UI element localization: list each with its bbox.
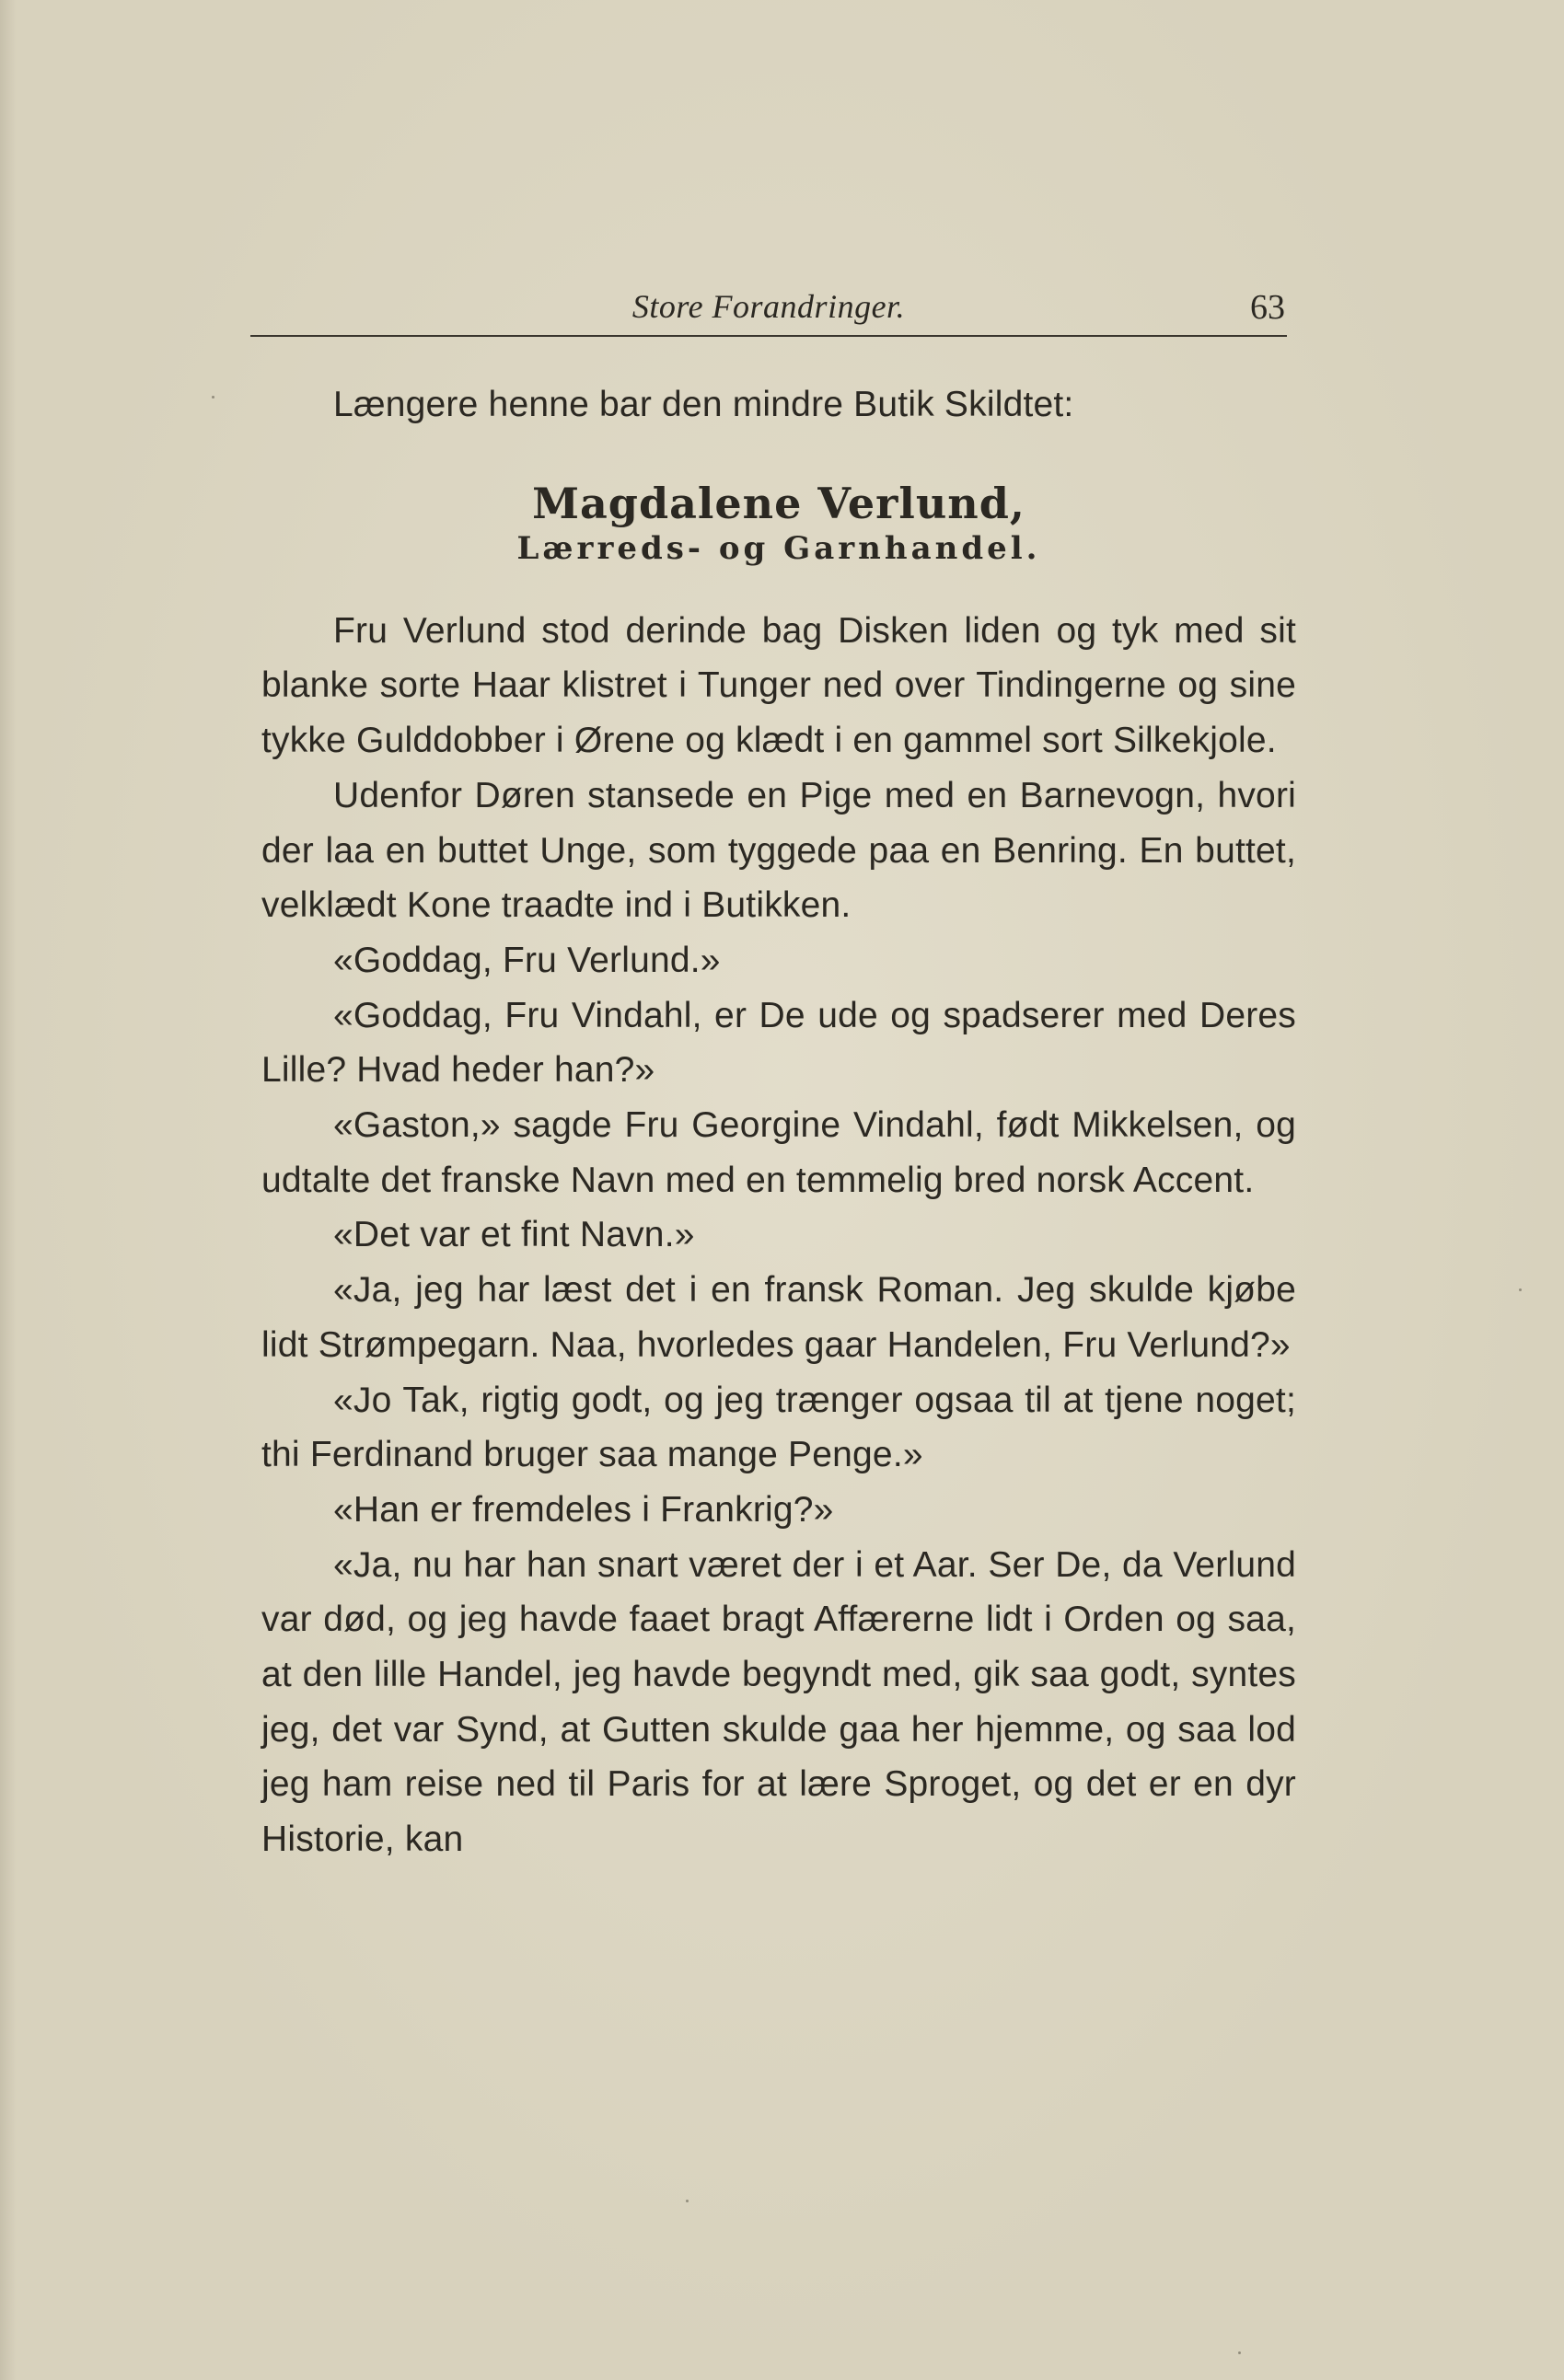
running-header (250, 283, 1287, 337)
paragraph: «Goddag, Fru Verlund.» (333, 940, 721, 980)
paragraph: «Han er fremdeles i Frankrig?» (333, 1489, 834, 1530)
paragraph: Fru Verlund stod derinde bag Disken liden og tyk med sit blanke sorte Haar klistret i Tunger ned over Tindingerne og sine tykke Gulddobber i Ørene og klædt i en gammel sort Silkekjole. (261, 610, 1296, 761)
paper-speck (1238, 2351, 1241, 2354)
sign-name: Magdalene Verlund, (532, 478, 1025, 528)
sign-trade: Lærreds- og Garnhandel. (516, 529, 1041, 567)
paragraph: «Jo Tak, rigtig godt, og jeg trænger ogsaa til at tjene noget; thi Ferdinand bruger saa mange Penge.» (261, 1380, 1296, 1475)
paragraph: Udenfor Døren stansede en Pige med en Barnevogn, hvori der laa en buttet Unge, som tyggede paa en Benring. En buttet, velklædt Kone traadte ind i Butikken. (261, 775, 1296, 926)
body-text (261, 377, 1296, 1867)
paper-speck (1519, 1288, 1522, 1291)
paper-speck (212, 396, 214, 399)
paper-speck (686, 2200, 689, 2202)
paragraph: «Ja, nu har han snart været der i et Aar. Ser De, da Verlund var død, og jeg havde faaet bragt Affærerne lidt i Orden og saa, at den lille Handel, jeg havde begyndt med, gik saa godt, syntes jeg, det var Synd, at Gutten skulde gaa her hjemme, og saa lod jeg ham reise ned til Paris for at lære Sproget, og det er en dyr Historie, kan (261, 1544, 1296, 1860)
intro-paragraph: Længere henne bar den mindre Butik Skildtet: (333, 385, 1074, 424)
page-number: 63 (1250, 288, 1285, 327)
shop-sign (261, 479, 1296, 569)
paragraph: «Det var et fint Navn.» (333, 1215, 695, 1255)
paragraph: «Gaston,» sagde Fru Georgine Vindahl, født Mikkelsen, og udtalte det franske Navn med en temmelig bred norsk Accent. (261, 1105, 1296, 1200)
running-title: Store Forandringer. (631, 288, 906, 325)
paragraph: «Ja, jeg har læst det i en fransk Roman. Jeg skulde kjøbe lidt Strømpegarn. Naa, hvorledes gaar Handelen, Fru Verlund?» (261, 1270, 1296, 1365)
paragraph: «Goddag, Fru Vindahl, er De ude og spadserer med Deres Lille? Hvad heder han?» (261, 995, 1296, 1091)
